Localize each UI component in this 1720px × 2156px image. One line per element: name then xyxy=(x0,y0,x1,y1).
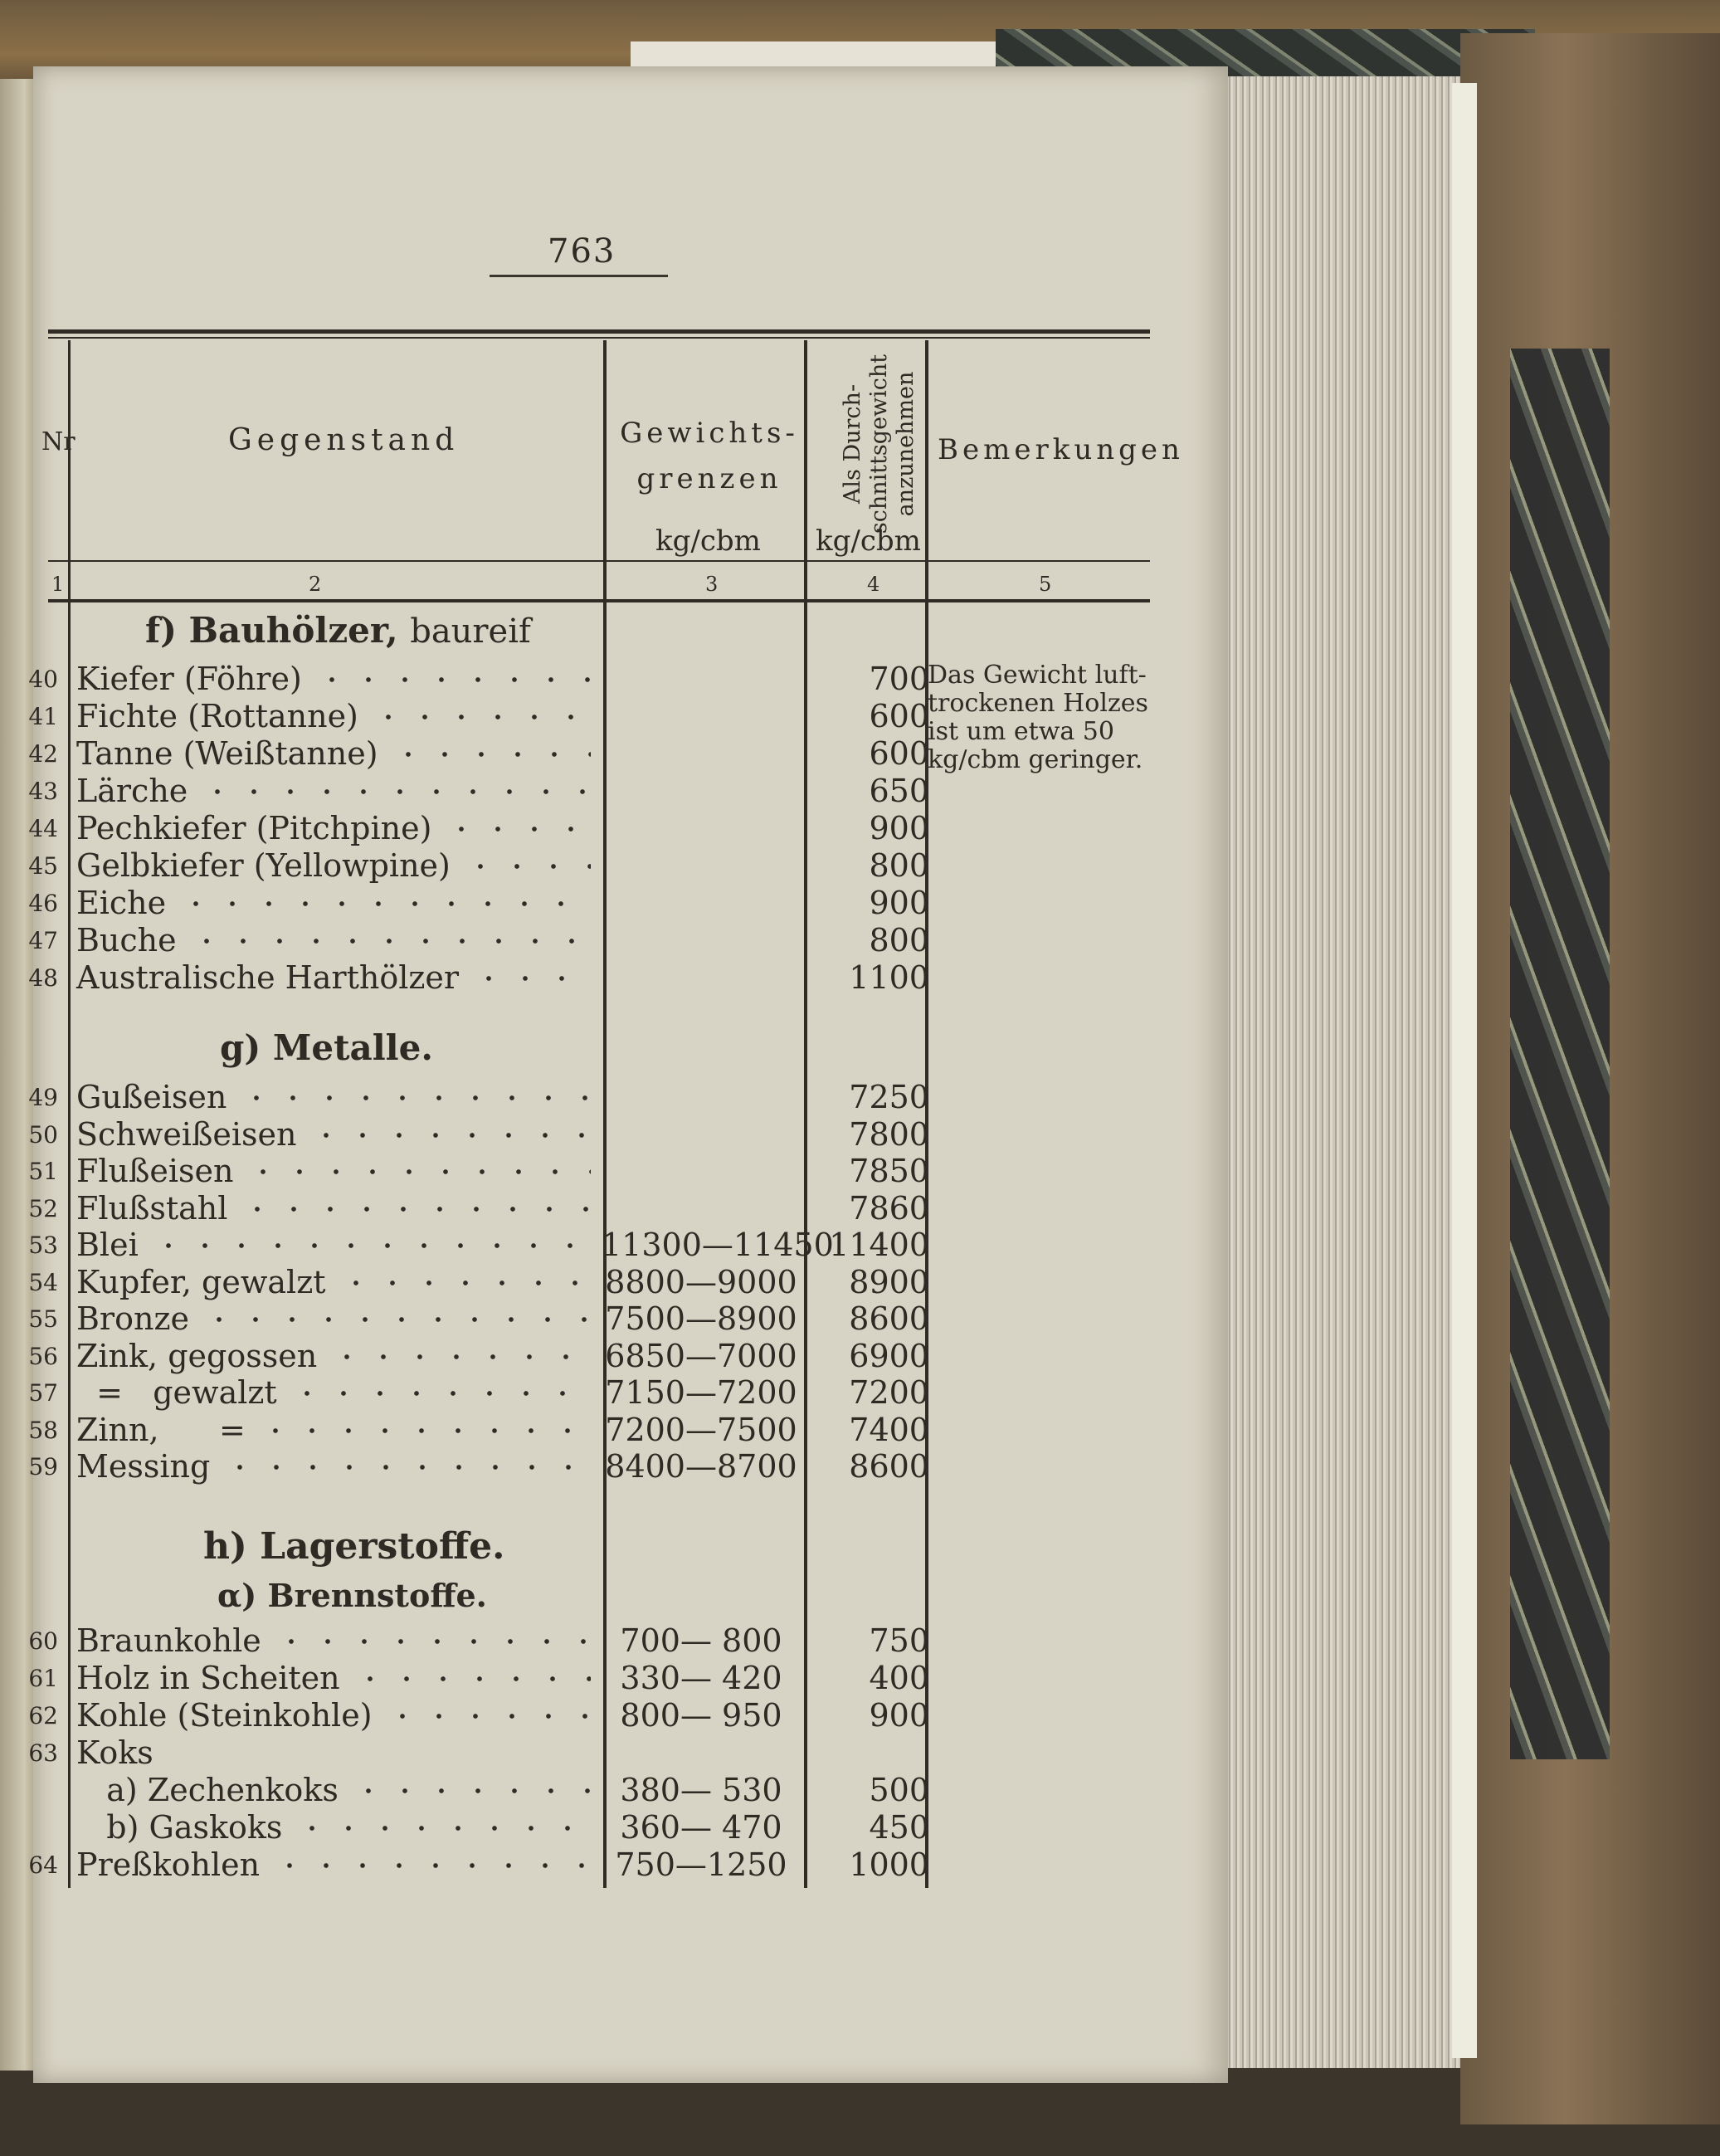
row-average: 800 xyxy=(869,922,929,958)
table-row xyxy=(0,1338,1178,1374)
remark-line: trockenen Holzes xyxy=(928,689,1148,718)
row-average: 1100 xyxy=(849,959,929,996)
dot-leader xyxy=(314,677,591,682)
row-item: Buche xyxy=(76,922,177,958)
dot-leader xyxy=(294,1826,591,1831)
row-average: 450 xyxy=(869,1809,929,1846)
section-lagerstoffe: h) Lagerstoffe. xyxy=(203,1525,505,1568)
header-gew-line1: Gewichts- xyxy=(620,417,799,450)
row-item: Kohle (Steinkohle) xyxy=(76,1697,373,1734)
table-row xyxy=(0,922,1178,958)
colnum-3: 3 xyxy=(705,573,719,596)
header-gew-line2: grenzen xyxy=(636,462,782,495)
dot-leader xyxy=(201,1317,591,1322)
section-brennstoffe: α) Brennstoffe. xyxy=(217,1577,487,1614)
row-number: 64 xyxy=(28,1851,58,1879)
row-average: 6900 xyxy=(849,1337,929,1374)
row-item: Preßkohlen xyxy=(76,1846,261,1883)
row-average: 400 xyxy=(869,1660,929,1696)
dot-leader xyxy=(245,1169,591,1174)
row-range: 8400—8700 xyxy=(605,1448,797,1485)
table-row xyxy=(0,698,1178,734)
row-range: 6850—7000 xyxy=(605,1337,797,1374)
row-range: 750—1250 xyxy=(615,1846,787,1883)
row-item: Zink, gegossen xyxy=(76,1337,318,1374)
dot-leader xyxy=(443,827,591,832)
row-average: 900 xyxy=(869,1697,929,1734)
dot-leader xyxy=(178,901,591,906)
table-row xyxy=(0,1374,1178,1411)
row-number: 56 xyxy=(28,1342,58,1370)
row-number: 63 xyxy=(28,1739,58,1767)
dot-leader xyxy=(199,789,591,794)
section-bauhoelzer-title: f) Bauhölzer, xyxy=(145,610,398,651)
table-top-rule xyxy=(48,329,1150,334)
header-rule xyxy=(48,560,1150,562)
row-average: 8600 xyxy=(849,1448,929,1485)
row-item: a) Zechenkoks xyxy=(76,1772,339,1808)
row-item: Fichte (Rottanne) xyxy=(76,698,358,734)
page-edges xyxy=(1220,76,1460,2068)
row-average: 7250 xyxy=(849,1079,929,1115)
row-item: Koks xyxy=(76,1734,153,1771)
row-item: Zinn, = xyxy=(76,1411,246,1448)
marbled-cover-right xyxy=(1510,349,1610,1759)
table-row xyxy=(0,1772,1178,1808)
colnum-rule xyxy=(48,599,1150,602)
table-row xyxy=(0,847,1178,884)
dot-leader xyxy=(338,1280,592,1285)
row-item: Bronze xyxy=(76,1300,189,1337)
table-row xyxy=(0,810,1178,846)
row-item: Flußeisen xyxy=(76,1153,234,1189)
row-item: Eiche xyxy=(76,885,167,921)
table-top-rule-thin xyxy=(48,337,1150,339)
dot-leader xyxy=(271,1863,591,1868)
row-item: Pechkiefer (Pitchpine) xyxy=(76,810,432,846)
row-item: = gewalzt xyxy=(76,1374,277,1411)
row-average: 650 xyxy=(869,773,929,809)
row-range: 360— 470 xyxy=(620,1809,782,1846)
row-item: Kiefer (Föhre) xyxy=(76,661,302,697)
row-average: 7800 xyxy=(849,1115,929,1153)
colnum-1: 1 xyxy=(51,573,65,596)
table-row xyxy=(0,735,1178,772)
row-item: Lärche xyxy=(76,773,188,809)
table-row xyxy=(0,1412,1178,1448)
table-row xyxy=(0,1448,1178,1485)
row-average: 7400 xyxy=(849,1411,929,1448)
dot-leader xyxy=(238,1095,591,1100)
row-item: Flußstahl xyxy=(76,1189,228,1227)
table-row xyxy=(0,1300,1178,1337)
row-number: 49 xyxy=(28,1084,58,1111)
table-row xyxy=(0,1622,1178,1659)
row-average: 900 xyxy=(869,885,929,921)
row-average: 8600 xyxy=(849,1300,929,1337)
colnum-4: 4 xyxy=(867,573,880,596)
header-durchschnitt-text: Als Durch- schnittsgewicht anzunehmen xyxy=(840,354,919,534)
row-average: 600 xyxy=(869,698,929,734)
remark-line: ist um etwa 50 xyxy=(928,717,1114,746)
table-row xyxy=(0,1697,1178,1734)
table-row xyxy=(0,1227,1178,1263)
row-range: 7200—7500 xyxy=(605,1411,797,1448)
dot-leader xyxy=(239,1207,591,1212)
table-row xyxy=(0,885,1178,921)
row-number: 44 xyxy=(28,815,58,842)
row-number: 61 xyxy=(28,1665,58,1692)
row-item: Tanne (Weißtanne) xyxy=(76,735,378,772)
row-average: 700 xyxy=(869,661,929,697)
dot-leader xyxy=(350,1788,591,1793)
row-item: Braunkohle xyxy=(76,1622,261,1659)
row-average: 500 xyxy=(869,1772,929,1808)
dot-leader xyxy=(222,1465,591,1470)
section-metalle: g) Metalle. xyxy=(220,1027,433,1068)
row-average: 7200 xyxy=(849,1374,929,1411)
table-row xyxy=(0,1734,1178,1771)
header-nr: Nr xyxy=(41,427,76,456)
dot-leader xyxy=(150,1243,591,1248)
table-row xyxy=(0,773,1178,809)
row-number: 62 xyxy=(28,1702,58,1729)
dot-leader xyxy=(384,1714,591,1719)
dot-leader xyxy=(308,1133,591,1138)
header-gewichtsgrenzen xyxy=(618,411,801,502)
row-number: 57 xyxy=(28,1379,58,1407)
row-item: Australische Harthölzer xyxy=(76,959,460,996)
row-item: Kupfer, gewalzt xyxy=(76,1263,326,1300)
row-average: 800 xyxy=(869,847,929,884)
row-average: 7850 xyxy=(849,1153,929,1189)
header-unit-col4: kg/cbm xyxy=(816,524,921,558)
row-number: 48 xyxy=(28,964,58,992)
table-row xyxy=(0,959,1178,996)
row-average: 900 xyxy=(869,810,929,846)
row-number: 51 xyxy=(28,1158,58,1185)
row-number: 40 xyxy=(28,666,58,693)
row-range: 380— 530 xyxy=(620,1772,782,1808)
row-number: 41 xyxy=(28,703,58,730)
dot-leader xyxy=(370,715,591,719)
page-number-rule xyxy=(490,275,668,277)
row-number: 59 xyxy=(28,1453,58,1480)
section-bauhoelzer-suffix: baureif xyxy=(410,612,531,651)
row-item: Blei xyxy=(76,1227,139,1263)
row-number: 46 xyxy=(28,890,58,917)
table-row xyxy=(0,1079,1178,1115)
row-item: Schweißeisen xyxy=(76,1115,297,1153)
row-range: 7150—7200 xyxy=(605,1374,797,1411)
table-row xyxy=(0,1153,1178,1189)
remark-line: kg/cbm geringer. xyxy=(928,745,1143,774)
row-number: 58 xyxy=(28,1416,58,1444)
row-range: 800— 950 xyxy=(620,1697,782,1734)
colnum-2: 2 xyxy=(309,573,322,596)
row-average: 750 xyxy=(869,1622,929,1659)
row-number: 43 xyxy=(28,778,58,805)
row-range: 8800—9000 xyxy=(605,1263,797,1300)
table-row xyxy=(0,1846,1178,1883)
row-range: 7500—8900 xyxy=(605,1300,797,1337)
row-item: Gelbkiefer (Yellowpine) xyxy=(76,847,451,884)
row-average: 1000 xyxy=(849,1846,929,1883)
row-average: 7860 xyxy=(849,1189,929,1227)
row-average: 8900 xyxy=(849,1263,929,1300)
row-number: 45 xyxy=(28,852,58,880)
row-number: 52 xyxy=(28,1194,58,1222)
table-row xyxy=(0,1116,1178,1153)
table-row xyxy=(0,661,1178,697)
row-number: 53 xyxy=(28,1232,58,1259)
row-number: 55 xyxy=(28,1305,58,1333)
dot-leader xyxy=(470,976,591,981)
row-item: Holz in Scheiten xyxy=(76,1660,340,1696)
dot-leader xyxy=(289,1391,591,1396)
dot-leader xyxy=(390,752,591,757)
table-row xyxy=(0,1264,1178,1300)
section-bauhoelzer xyxy=(145,610,531,651)
row-average: 11400 xyxy=(829,1227,929,1263)
remark-line: Das Gewicht luft- xyxy=(928,661,1147,690)
dot-leader xyxy=(352,1676,591,1681)
row-item: Gußeisen xyxy=(76,1079,227,1115)
header-gegenstand: Gegenstand xyxy=(228,423,460,457)
table-row xyxy=(0,1809,1178,1846)
row-item: Messing xyxy=(76,1448,211,1485)
row-range: 11300—11450 xyxy=(602,1227,834,1263)
row-range: 330— 420 xyxy=(620,1660,782,1696)
page-edge-highlight xyxy=(1452,83,1477,2058)
colnum-5: 5 xyxy=(1039,573,1052,596)
table-row xyxy=(0,1660,1178,1696)
row-number: 60 xyxy=(28,1627,58,1655)
row-item: b) Gaskoks xyxy=(76,1809,283,1846)
row-average: 600 xyxy=(869,735,929,772)
dot-leader xyxy=(329,1354,591,1359)
dot-leader xyxy=(188,939,591,944)
row-range: 700— 800 xyxy=(620,1622,782,1659)
dot-leader xyxy=(257,1428,591,1433)
row-number: 42 xyxy=(28,740,58,768)
row-number: 47 xyxy=(28,927,58,954)
dot-leader xyxy=(273,1639,591,1644)
dot-leader xyxy=(462,864,591,869)
table-row xyxy=(0,1190,1178,1227)
row-number: 54 xyxy=(28,1268,58,1296)
page-number: 763 xyxy=(548,232,616,271)
row-number: 50 xyxy=(28,1120,58,1149)
header-unit-col3: kg/cbm xyxy=(655,524,761,558)
header-bemerkungen: Bemerkungen xyxy=(938,433,1184,466)
